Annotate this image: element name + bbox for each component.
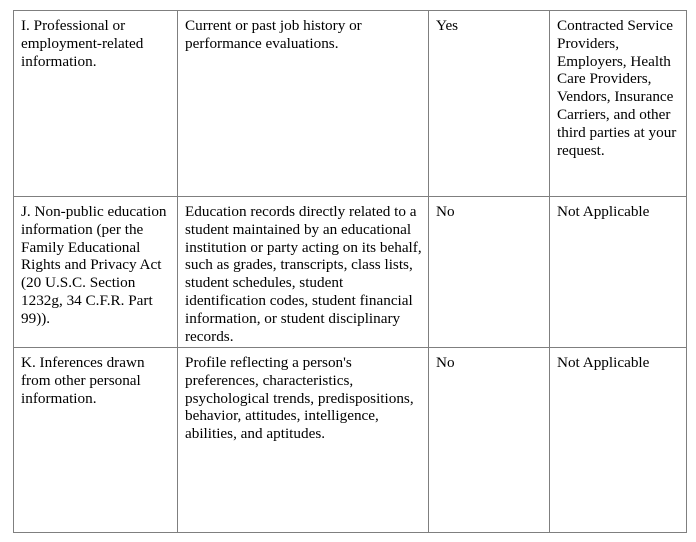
table-row [14,11,687,197]
collected-cell: No [429,348,550,533]
collected-cell: No [429,197,550,348]
table-row [14,348,687,533]
disclosed-to-cell: Contracted Service Providers, Employers, Health Care Providers, Vendors, Insurance Carriers, and other third parties at your request. [550,11,687,197]
table-row [14,197,687,348]
examples-cell: Education records directly related to a student maintained by an educational institution or party acting on its behalf, such as grades, transcripts, class lists, student schedules, student identification codes, student financial information, or student disciplinary records. [178,197,429,348]
category-cell: I. Professional or employment-related information. [14,11,178,197]
collected-cell: Yes [429,11,550,197]
examples-cell: Profile reflecting a person's preferences, characteristics, psychological trends, predispositions, behavior, attitudes, intelligence, abilities, and aptitudes. [178,348,429,533]
category-cell: J. Non-public education information (per the Family Educational Rights and Privacy Act (20 U.S.C. Section 1232g, 34 C.F.R. Part 99)). [14,197,178,348]
examples-cell: Current or past job history or performance evaluations. [178,11,429,197]
disclosed-to-cell: Not Applicable [550,197,687,348]
category-cell: K. Inferences drawn from other personal information. [14,348,178,533]
disclosed-to-cell: Not Applicable [550,348,687,533]
personal-information-table [13,10,687,533]
